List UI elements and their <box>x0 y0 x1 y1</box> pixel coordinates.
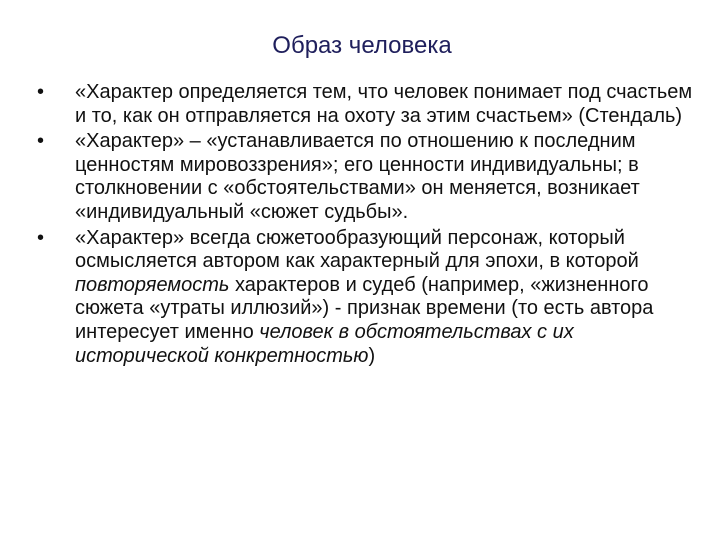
bullet-text-segment: «Характер» всегда сюжетообразующий персонаж, который осмысляется автором как характерный для эпохи, в которой <box>75 226 639 273</box>
bullet-text-segment: характеров и судеб (например, «жизненного сюжета «утраты иллюзий») - признак времени (то есть автора интересует именно <box>75 273 654 343</box>
bullet-text <box>75 227 694 369</box>
bullet-text-italic-segment: человек в обстоятельствах с их исторической конкретностью <box>75 320 574 367</box>
bullet-item <box>34 227 694 369</box>
bullet-item <box>34 81 694 128</box>
bullet-dot-icon: • <box>37 130 45 153</box>
bullet-text-segment: «Характер» – «устанавливается по отношению к последним ценностям мировоззрения»; его ценности индивидуальны; в столкновении с «обстоятельствами» он меняется, возникает «индивидуальный «сюжет судьбы». <box>75 130 640 223</box>
bullet-text <box>75 81 694 128</box>
bullet-text <box>75 130 694 224</box>
bullet-text-segment: ) <box>368 344 376 367</box>
bullet-dot-icon: • <box>37 81 45 103</box>
slide-title: Образ человека <box>272 32 452 59</box>
bullet-item <box>34 130 694 224</box>
bullet-list <box>34 81 694 370</box>
bullet-text-segment: «Характер определяется тем, что человек понимает под счастьем и то, как он отправляется на охоту за этим счастьем» (Стендаль) <box>75 81 693 127</box>
bullet-text-italic-segment: повторяемость <box>75 273 230 296</box>
bullet-dot-icon: • <box>37 226 45 249</box>
